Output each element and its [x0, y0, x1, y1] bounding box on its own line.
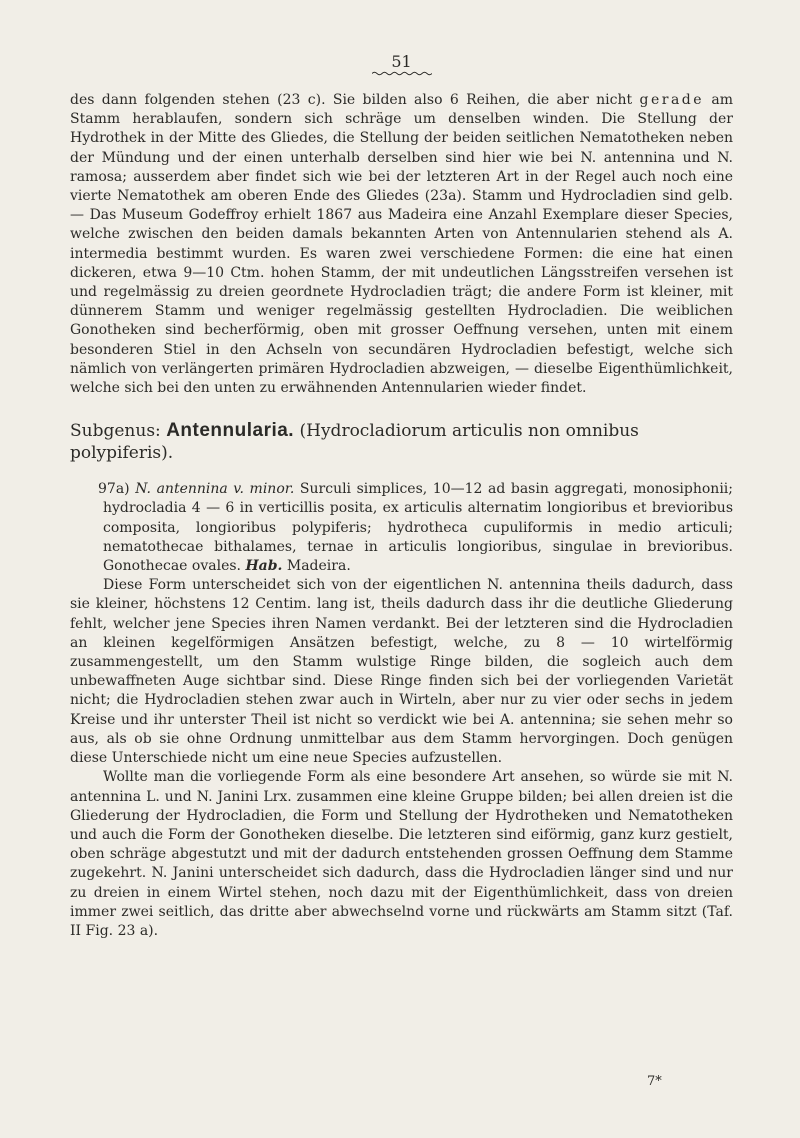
paragraph-text: des dann folgenden stehen (23 c). Sie bilden also 6 Reihen, die aber nicht [70, 92, 640, 108]
signature-mark: 7* [647, 1074, 662, 1089]
wavy-underline-ornament [372, 71, 432, 76]
emphasized-word: gerade [639, 92, 705, 108]
species-habitat: Madeira. [282, 558, 351, 575]
species-name: N. antennina v. minor. [135, 481, 295, 498]
paragraph: Wollte man die vorliegende Form als eine besondere Art ansehen, so würde sie mit N. antennina L. und N. Janini Lrx. zusammen eine kleine Gruppe bilden; bei allen dreien ist die Gliederung der Hydrocladien, die Form und Stellung der Hydrotheken und Nematotheken und auch die Form der Gonotheken dieselbe. Die letzteren sind eiförmig, ganz kurz gestielt, oben schräge abgestutzt und mit der dadurch entstehenden grossen Oeffnung dem Stamme zugekehrt. N. Janini unterscheidet sich dadurch, dass die Hydrocladien länger sind und nur zu dreien in einem Wirtel stehen, noch dazu mit der Eigenthümlichkeit, dass von dreien immer zwei seitlich, das dritte aber abwechselnd vorne und rückwärts am Stamm sitzt (Taf. II Fig. 23 a). [70, 769, 733, 939]
subgenus-heading [70, 420, 733, 464]
species-entry [70, 480, 733, 576]
page-number: 51 [391, 52, 412, 71]
habitat-label: Hab. [245, 558, 283, 575]
paragraph: Diese Form unterscheidet sich von der eigentlichen N. antennina theils dadurch, dass sie kleiner, höchstens 12 Centim. lang ist, theils dadurch dass ihr die deutliche Gliederung fehlt, welcher jene Species ihren Namen verdankt. Bei der letzteren sind die Hydrocladien an kleinen kegelförmigen Ansätzen befestigt, welche, zu 8 — 10 wirtelförmig zusammengestellt, um den Stamm wulstige Ringe bilden, die sogleich auch dem unbewaffneten Auge sichtbar sind. Diese Ringe finden sich bei der vorliegenden Varietät nicht; die Hydrocladien stehen zwar auch in Wirteln, aber nur zu vier oder sechs in jedem Kreise und ihr unterster Theil ist nicht so verdickt wie bei A. antennina; sie sehen mehr so aus, als ob sie ohne Ordnung unmittelbar aus dem Stamm hervorgingen. Doch genügen diese Unterschiede nicht um eine neue Species aufzustellen. [70, 577, 733, 767]
species-number: 97a) [98, 481, 136, 498]
body-text [70, 91, 733, 941]
heading-prefix: Subgenus: [70, 421, 167, 442]
page-header [70, 52, 733, 76]
genus-name: Antennularia. [166, 420, 295, 442]
paragraph-continued [70, 91, 733, 398]
heading-description: (Hydrocladiorum articulis non omnibus polypiferis). [70, 421, 639, 464]
species-description: Surculi simplices, 10—12 ad basin aggregati, monosiphonii; hydrocladia 4 — 6 in verticillis posita, ex articulis alternatim longioribus et brevioribus composita, longioribus polypiferis; hydrotheca cupuliformis in medio articuli; nematothecae bithalames, ternae in articulis longioribus, singulae in brevioribus. Gonothecae ovales. [103, 481, 733, 575]
species-diagnosis [98, 480, 733, 576]
paragraph-text: am Stamm herablaufen, sondern sich schräge um denselben winden. Die Stellung der Hydrothek in der Mitte des Gliedes, die Stellung der beiden seitlichen Nematotheken neben der Mündung und der einen unterhalb derselben sind hier wie bei N. antennina und N. ramosa; ausserdem aber findet sich wie bei der letzteren Art in der Regel auch noch eine vierte Nematothek am oberen Ende des Gliedes (23a). Stamm und Hydrocladien sind gelb. — Das Museum Godeffroy erhielt 1867 aus Madeira eine Anzahl Exemplare dieser Species, welche zwischen den beiden damals bekannten Arten von Antennularien stehend als A. intermedia bestimmt wurden. Es waren zwei verschiedene Formen: die eine hat einen dickeren, etwa 9—10 Ctm. hohen Stamm, der mit undeutlichen Längsstreifen versehen ist und regelmässig zu dreien geordnete Hydrocladien trägt; die andere Form ist kleiner, mit dünnerem Stamm und weniger regelmässig gestellten Hydrocladien. Die weiblichen Gonotheken sind becherförmig, oben mit grosser Oeffnung versehen, unten mit einem besonderen Stiel in den Achseln von secundären Hydrocladien befestigt, welche sich nämlich von verlängerten primären Hydrocladien abzweigen, — dieselbe Eigenthümlichkeit, welche sich bei den unten zu erwähnenden Antennularien wieder findet. [70, 92, 734, 397]
book-page [70, 0, 733, 1138]
